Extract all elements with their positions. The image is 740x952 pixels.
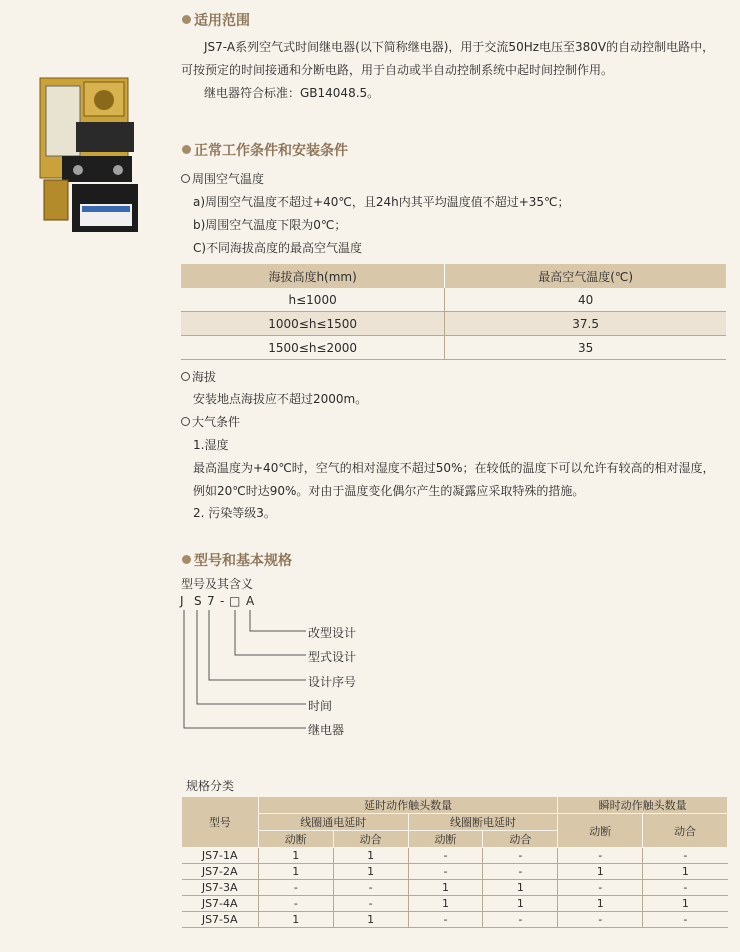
table-cell: - [643,912,728,928]
table-cell: JS7-4A [182,896,259,912]
table-cell: 1 [258,848,333,864]
table-cell: 1 [483,896,558,912]
column-header: 海拔高度h(mm) [181,264,445,288]
code-label-revision: 改型设计 [308,626,357,640]
table-cell: - [258,896,333,912]
code-letter: □ [229,594,241,608]
table-cell: - [408,848,483,864]
code-label-type: 型式设计 [308,650,357,664]
table-cell: h≤1000 [181,288,445,312]
table-cell: - [408,864,483,880]
table-header-row [182,797,728,814]
column-header: 动断 [258,831,333,848]
scope-standard: 继电器符合标准：GB14048.5。 [204,86,380,100]
table-cell: JS7-5A [182,912,259,928]
table-cell: 1 [333,864,408,880]
table-row [181,336,726,360]
bullet-dot-icon [182,555,191,564]
table-cell: 37.5 [445,312,726,336]
table-cell: 35 [445,336,726,360]
humidity-text-2: 例如20℃时达90%。对由于温度变化偶尔产生的凝露应采取特殊的措施。 [193,484,585,498]
column-header: 动合 [643,814,728,848]
column-header: 动断 [558,814,643,848]
column-header: 线圈通电延时 [258,814,408,831]
code-label-serial: 设计序号 [308,675,357,689]
spec-table-body [182,848,728,928]
section-title-scope: 适用范围 [182,10,250,30]
column-header: 瞬时动作触头数量 [558,797,728,814]
table-cell: - [483,912,558,928]
table-cell: JS7-1A [182,848,259,864]
altitude-text: 安装地点海拔应不超过2000m。 [193,392,368,406]
subheading-atmosphere: 大气条件 [181,413,240,430]
table-cell: 1 [558,864,643,880]
temp-item-c: C)不同海拔高度的最高空气温度 [193,241,363,255]
temp-item-a: a)周围空气温度不超过+40℃，且24h内其平均温度值不超过+35℃； [193,195,570,209]
relay-product-photo [32,72,142,242]
table-cell: - [333,880,408,896]
circle-bullet-icon [181,174,190,183]
table-cell: - [643,880,728,896]
circle-bullet-icon [181,417,190,426]
table-row [182,896,728,912]
table-cell: - [408,912,483,928]
spec-table [181,796,728,928]
table-row [182,880,728,896]
table-row [181,312,726,336]
column-header: 动断 [408,831,483,848]
section-title-conditions: 正常工作条件和安装条件 [182,140,348,160]
circle-bullet-icon [181,372,190,381]
table-cell: 1 [408,880,483,896]
code-label-relay: 继电器 [308,723,345,737]
code-letter: A [246,594,255,608]
code-label-time: 时间 [308,699,333,713]
section-title-models: 型号和基本规格 [182,550,292,570]
table-cell: 1 [643,896,728,912]
table-cell: 40 [445,288,726,312]
table-cell: - [258,880,333,896]
table-cell: JS7-3A [182,880,259,896]
table-cell: - [483,864,558,880]
model-meaning-title: 型号及其含义 [181,577,254,591]
table-cell: - [558,880,643,896]
model-code-bracket-lines [178,608,308,736]
subheading-altitude: 海拔 [181,368,216,385]
table-cell: 1 [333,848,408,864]
table-cell: - [333,896,408,912]
code-letter: J [180,594,184,608]
column-header: 动合 [483,831,558,848]
humidity-text-1: 最高温度为+40℃时，空气的相对湿度不超过50%；在较低的温度下可以允许有较高的相对湿度， [193,461,715,475]
table-cell: 1 [408,896,483,912]
table-cell: - [643,848,728,864]
table-cell: 1500≤h≤2000 [181,336,445,360]
column-header: 线圈断电延时 [408,814,558,831]
table-row [182,848,728,864]
table-cell: 1 [558,896,643,912]
column-header: 延时动作触头数量 [258,797,557,814]
column-header: 最高空气温度(℃) [445,264,726,288]
table-cell: 1 [483,880,558,896]
bullet-dot-icon [182,15,191,24]
code-letter: - [220,594,225,608]
table-cell: 1 [258,912,333,928]
table-cell: 1 [258,864,333,880]
table-cell: JS7-2A [182,864,259,880]
table-header-row [182,814,728,831]
table-cell: - [483,848,558,864]
bullet-dot-icon [182,145,191,154]
subheading-ambient-temp: 周围空气温度 [181,170,264,187]
table-header-row [181,264,726,288]
table-row [182,912,728,928]
code-letter: 7 [207,594,215,608]
table-cell: 1 [643,864,728,880]
table-row [182,864,728,880]
humidity-title: 1.湿度 [193,438,229,452]
table-cell: 1 [333,912,408,928]
code-letter: S [194,594,202,608]
column-header: 型号 [182,797,259,848]
scope-paragraph-2: 可按预定的时间接通和分断电路，用于自动或半自动控制系统中起时间控制作用。 [181,63,614,77]
pollution-text: 2. 污染等级3。 [193,506,276,520]
table-cell: 1000≤h≤1500 [181,312,445,336]
column-header: 动合 [333,831,408,848]
scope-paragraph-1: JS7-A系列空气式时间继电器(以下简称继电器)，用于交流50Hz电压至380V的自动控制电路中， [204,40,715,54]
spec-classification-title: 规格分类 [186,779,235,793]
table-row [181,288,726,312]
temp-item-b: b)周围空气温度下限为0℃； [193,218,347,232]
table-cell: - [558,912,643,928]
table-cell: - [558,848,643,864]
altitude-temperature-table [181,264,726,360]
